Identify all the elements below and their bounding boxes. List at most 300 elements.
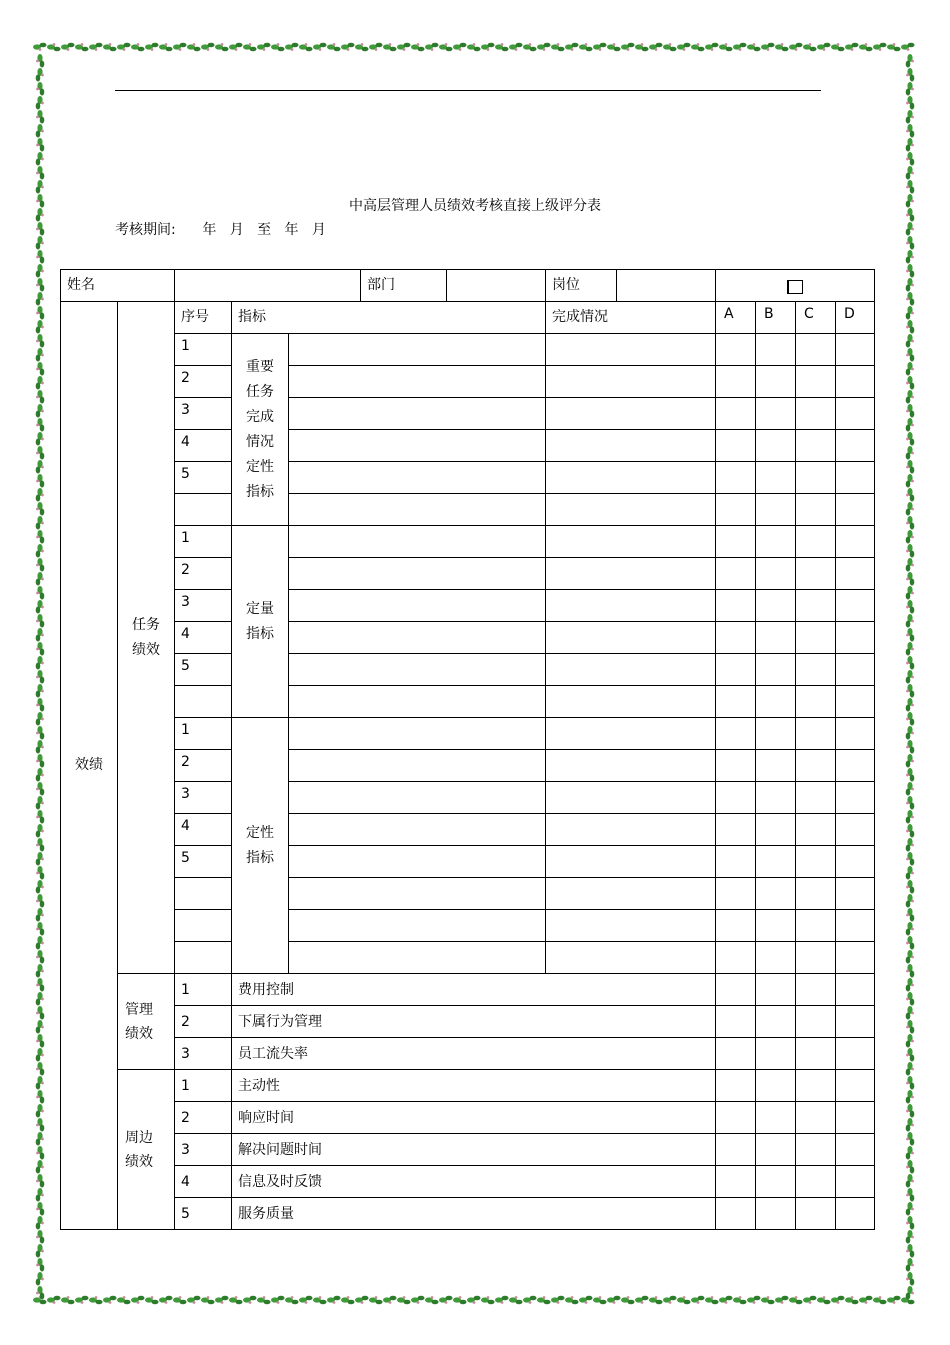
post-value-cell[interactable] bbox=[617, 270, 716, 302]
grade-c-cell[interactable] bbox=[796, 398, 836, 430]
indicator-cell[interactable] bbox=[289, 750, 546, 782]
grade-d-cell[interactable] bbox=[836, 878, 875, 910]
grade-a-cell[interactable] bbox=[716, 1038, 756, 1070]
grade-c-cell[interactable] bbox=[796, 1198, 836, 1230]
vine-leaf-icon bbox=[906, 264, 914, 278]
vine-leaf-icon bbox=[906, 698, 914, 712]
indicator-cell[interactable] bbox=[289, 654, 546, 686]
grade-c-cell[interactable] bbox=[796, 526, 836, 558]
vine-leaf-icon bbox=[36, 1118, 44, 1132]
vine-leaf-icon bbox=[36, 1202, 44, 1216]
vine-leaf-icon bbox=[906, 684, 914, 698]
vine-leaf-icon bbox=[906, 96, 914, 110]
grade-c-cell[interactable] bbox=[796, 750, 836, 782]
vine-leaf-icon bbox=[621, 1296, 635, 1304]
grade-c-cell[interactable] bbox=[796, 590, 836, 622]
grade-c-cell[interactable] bbox=[796, 494, 836, 526]
vine-leaf-icon bbox=[906, 908, 914, 922]
vine-leaf-icon bbox=[677, 1296, 691, 1304]
task-group-2-label bbox=[232, 526, 289, 718]
grade-a-cell[interactable] bbox=[716, 590, 756, 622]
vine-leaf-icon bbox=[817, 43, 831, 51]
vine-leaf-icon bbox=[341, 1296, 355, 1304]
vine-leaf-icon bbox=[36, 96, 44, 110]
grade-d-cell[interactable] bbox=[836, 558, 875, 590]
indicator-cell[interactable] bbox=[289, 526, 546, 558]
vine-leaf-icon bbox=[36, 152, 44, 166]
vine-leaf-icon bbox=[906, 152, 914, 166]
grade-d-cell[interactable] bbox=[836, 430, 875, 462]
grade-d-cell[interactable] bbox=[836, 846, 875, 878]
grade-a-cell[interactable] bbox=[716, 1102, 756, 1134]
vine-leaf-icon bbox=[719, 43, 733, 51]
grade-d-cell[interactable] bbox=[836, 1166, 875, 1198]
vine-leaf-icon bbox=[565, 1296, 579, 1304]
seq-cell: 3 bbox=[175, 782, 232, 814]
vine-leaf-icon bbox=[906, 992, 914, 1006]
vine-leaf-icon bbox=[906, 1258, 914, 1272]
grade-a-cell[interactable] bbox=[716, 430, 756, 462]
vine-leaf-icon bbox=[36, 572, 44, 586]
grade-c-cell[interactable] bbox=[796, 622, 836, 654]
grade-b-cell[interactable] bbox=[756, 334, 796, 366]
grade-c-cell[interactable] bbox=[796, 1038, 836, 1070]
grade-c-cell[interactable] bbox=[796, 782, 836, 814]
grade-d-cell[interactable] bbox=[836, 1006, 875, 1038]
vine-leaf-icon bbox=[36, 348, 44, 362]
seq-cell: 2 bbox=[175, 1102, 232, 1134]
grade-c-cell[interactable] bbox=[796, 462, 836, 494]
indicator-header: 指标 bbox=[232, 302, 546, 334]
vine-leaf-icon bbox=[187, 43, 201, 51]
vine-leaf-icon bbox=[906, 446, 914, 460]
square-outline-icon[interactable] bbox=[787, 280, 803, 294]
completion-cell[interactable] bbox=[546, 910, 716, 942]
grade-c-cell[interactable] bbox=[796, 1166, 836, 1198]
vine-leaf-icon bbox=[355, 1296, 369, 1304]
grade-c-cell[interactable] bbox=[796, 942, 836, 974]
grade-d-cell[interactable] bbox=[836, 366, 875, 398]
grade-c-cell[interactable] bbox=[796, 430, 836, 462]
checkbox-cell bbox=[716, 270, 875, 302]
indicator-cell[interactable] bbox=[289, 622, 546, 654]
grade-c-cell[interactable] bbox=[796, 334, 836, 366]
grade-b-cell[interactable] bbox=[756, 1166, 796, 1198]
grade-c-cell[interactable] bbox=[796, 654, 836, 686]
indicator-cell[interactable] bbox=[289, 718, 546, 750]
peri-row bbox=[61, 1102, 875, 1134]
grade-b-cell[interactable] bbox=[756, 462, 796, 494]
vine-leaf-icon bbox=[859, 43, 873, 51]
completion-cell[interactable] bbox=[546, 494, 716, 526]
grade-a-cell[interactable] bbox=[716, 846, 756, 878]
grade-b-cell[interactable] bbox=[756, 1006, 796, 1038]
vine-leaf-icon bbox=[775, 43, 789, 51]
grade-c-cell[interactable] bbox=[796, 1134, 836, 1166]
vine-leaf-icon bbox=[691, 1296, 705, 1304]
seq-cell bbox=[175, 942, 232, 974]
grade-b-cell[interactable] bbox=[756, 654, 796, 686]
seq-cell bbox=[175, 910, 232, 942]
task-row bbox=[61, 750, 875, 782]
vine-leaf-icon bbox=[906, 292, 914, 306]
vine-leaf-icon bbox=[425, 1296, 439, 1304]
indicator-cell[interactable] bbox=[289, 782, 546, 814]
grade-d-cell[interactable] bbox=[836, 910, 875, 942]
vine-leaf-icon bbox=[117, 1296, 131, 1304]
completion-cell[interactable] bbox=[546, 366, 716, 398]
vine-leaf-icon bbox=[75, 1296, 89, 1304]
grade-a-cell[interactable] bbox=[716, 334, 756, 366]
vine-leaf-icon bbox=[89, 1296, 103, 1304]
indicator-cell[interactable] bbox=[289, 846, 546, 878]
indicator-cell[interactable] bbox=[289, 398, 546, 430]
task-row bbox=[61, 590, 875, 622]
grade-b-cell[interactable] bbox=[756, 846, 796, 878]
vine-leaf-icon bbox=[906, 1272, 914, 1286]
grade-d-cell[interactable] bbox=[836, 974, 875, 1006]
assessment-period bbox=[115, 219, 326, 239]
vine-leaf-icon bbox=[36, 1034, 44, 1048]
vine-leaf-icon bbox=[383, 1296, 397, 1304]
grade-d-cell[interactable] bbox=[836, 782, 875, 814]
grade-c-cell[interactable] bbox=[796, 974, 836, 1006]
grade-b-cell[interactable] bbox=[756, 1102, 796, 1134]
grade-d-cell[interactable] bbox=[836, 1134, 875, 1166]
vine-leaf-icon bbox=[775, 1296, 789, 1304]
period-to: 至 bbox=[257, 222, 272, 238]
vine-leaf-icon bbox=[906, 544, 914, 558]
completion-cell[interactable] bbox=[546, 782, 716, 814]
grade-a-cell[interactable] bbox=[716, 750, 756, 782]
grade-a-cell[interactable] bbox=[716, 878, 756, 910]
grade-a-cell[interactable] bbox=[716, 686, 756, 718]
indicator-cell[interactable] bbox=[289, 558, 546, 590]
grade-b-cell[interactable] bbox=[756, 526, 796, 558]
grade-a-cell[interactable] bbox=[716, 718, 756, 750]
period-month-start: 月 bbox=[229, 222, 244, 238]
grade-a-cell[interactable] bbox=[716, 462, 756, 494]
vine-leaf-icon bbox=[215, 43, 229, 51]
grade-a-cell[interactable] bbox=[716, 1166, 756, 1198]
vine-leaf-icon bbox=[369, 1296, 383, 1304]
vine-leaf-icon bbox=[36, 740, 44, 754]
grade-a-cell[interactable] bbox=[716, 942, 756, 974]
indicator-cell[interactable] bbox=[289, 334, 546, 366]
vine-leaf-icon bbox=[906, 418, 914, 432]
vine-leaf-icon bbox=[873, 43, 887, 51]
indicator-cell[interactable] bbox=[289, 366, 546, 398]
vine-leaf-icon bbox=[906, 488, 914, 502]
grade-b-cell[interactable] bbox=[756, 1070, 796, 1102]
vine-leaf-icon bbox=[36, 880, 44, 894]
grade-a-cell[interactable] bbox=[716, 1006, 756, 1038]
peri-label-1: 周边 bbox=[125, 1129, 153, 1146]
vine-leaf-icon bbox=[906, 1020, 914, 1034]
vine-leaf-icon bbox=[467, 43, 481, 51]
vine-leaf-icon bbox=[36, 936, 44, 950]
indicator-cell[interactable] bbox=[289, 814, 546, 846]
vine-leaf-icon bbox=[906, 656, 914, 670]
completion-cell[interactable] bbox=[546, 590, 716, 622]
completion-cell[interactable] bbox=[546, 558, 716, 590]
task-group-label-line: 指标 bbox=[246, 483, 274, 500]
indicator-cell[interactable] bbox=[289, 686, 546, 718]
vine-leaf-icon bbox=[36, 82, 44, 96]
vine-leaf-icon bbox=[36, 320, 44, 334]
completion-cell[interactable] bbox=[546, 686, 716, 718]
vine-leaf-icon bbox=[36, 586, 44, 600]
seq-cell: 2 bbox=[175, 750, 232, 782]
section-management bbox=[118, 974, 175, 1070]
grade-b-cell[interactable] bbox=[756, 1198, 796, 1230]
completion-cell[interactable] bbox=[546, 878, 716, 910]
grade-b-cell[interactable] bbox=[756, 878, 796, 910]
grade-c-cell[interactable] bbox=[796, 814, 836, 846]
vine-leaf-icon bbox=[36, 488, 44, 502]
indicator-cell[interactable] bbox=[289, 494, 546, 526]
vine-leaf-icon bbox=[509, 1296, 523, 1304]
vine-leaf-icon bbox=[906, 432, 914, 446]
vine-leaf-icon bbox=[831, 43, 845, 51]
vine-leaf-icon bbox=[327, 1296, 341, 1304]
grade-a-cell[interactable] bbox=[716, 398, 756, 430]
task-row bbox=[61, 654, 875, 686]
task-group-label-line: 定量 bbox=[246, 600, 274, 617]
grade-b-cell[interactable] bbox=[756, 942, 796, 974]
completion-cell[interactable] bbox=[546, 750, 716, 782]
vine-leaf-icon bbox=[906, 1244, 914, 1258]
task-row bbox=[61, 718, 875, 750]
grade-d-cell[interactable] bbox=[836, 622, 875, 654]
vine-leaf-icon bbox=[906, 1048, 914, 1062]
vine-leaf-icon bbox=[36, 418, 44, 432]
grade-d-cell[interactable] bbox=[836, 590, 875, 622]
completion-cell[interactable] bbox=[546, 398, 716, 430]
vine-leaf-icon bbox=[803, 43, 817, 51]
grade-d-cell[interactable] bbox=[836, 1038, 875, 1070]
vine-leaf-icon bbox=[36, 768, 44, 782]
grade-d-cell[interactable] bbox=[836, 526, 875, 558]
column-header-row bbox=[61, 302, 875, 334]
completion-cell[interactable] bbox=[546, 814, 716, 846]
vine-leaf-icon bbox=[906, 530, 914, 544]
seq-cell: 1 bbox=[175, 974, 232, 1006]
peri-row bbox=[61, 1134, 875, 1166]
vine-leaf-icon bbox=[906, 628, 914, 642]
vine-leaf-icon bbox=[36, 712, 44, 726]
indicator-cell[interactable] bbox=[289, 942, 546, 974]
grade-b-cell[interactable] bbox=[756, 590, 796, 622]
vine-leaf-icon bbox=[906, 404, 914, 418]
vine-leaf-icon bbox=[215, 1296, 229, 1304]
vine-leaf-icon bbox=[117, 43, 131, 51]
indicator-cell[interactable] bbox=[289, 878, 546, 910]
vine-leaf-icon bbox=[173, 1296, 187, 1304]
dept-value-cell[interactable] bbox=[447, 270, 546, 302]
indicator-cell[interactable] bbox=[289, 590, 546, 622]
grade-d-cell[interactable] bbox=[836, 686, 875, 718]
grade-a-cell[interactable] bbox=[716, 558, 756, 590]
grade-d-cell[interactable] bbox=[836, 718, 875, 750]
vine-leaf-icon bbox=[36, 642, 44, 656]
grade-d-cell[interactable] bbox=[836, 654, 875, 686]
completion-cell[interactable] bbox=[546, 526, 716, 558]
grade-b-cell[interactable] bbox=[756, 430, 796, 462]
completion-cell[interactable] bbox=[546, 846, 716, 878]
vine-leaf-icon bbox=[906, 1160, 914, 1174]
vine-leaf-icon bbox=[36, 264, 44, 278]
period-year-start: 年 bbox=[202, 222, 217, 238]
vine-leaf-icon bbox=[47, 1296, 61, 1304]
vine-leaf-icon bbox=[36, 1104, 44, 1118]
grade-d-cell[interactable] bbox=[836, 398, 875, 430]
grade-c-header: C bbox=[796, 302, 836, 334]
grade-a-cell[interactable] bbox=[716, 526, 756, 558]
grade-c-cell[interactable] bbox=[796, 910, 836, 942]
completion-header: 完成情况 bbox=[546, 302, 716, 334]
completion-cell[interactable] bbox=[546, 718, 716, 750]
grade-d-cell[interactable] bbox=[836, 750, 875, 782]
seq-cell: 3 bbox=[175, 1038, 232, 1070]
grade-b-cell[interactable] bbox=[756, 1134, 796, 1166]
task-group-3-label bbox=[232, 718, 289, 974]
vine-leaf-icon bbox=[383, 43, 397, 51]
vine-leaf-icon bbox=[593, 1296, 607, 1304]
task-row bbox=[61, 686, 875, 718]
vine-leaf-icon bbox=[453, 43, 467, 51]
vine-leaf-icon bbox=[36, 1174, 44, 1188]
vine-leaf-icon bbox=[36, 852, 44, 866]
post-label: 岗位 bbox=[546, 270, 617, 302]
vine-leaf-icon bbox=[551, 43, 565, 51]
peri-row bbox=[61, 1198, 875, 1230]
seq-cell: 4 bbox=[175, 814, 232, 846]
vine-leaf-icon bbox=[341, 43, 355, 51]
grade-a-cell[interactable] bbox=[716, 814, 756, 846]
grade-b-cell[interactable] bbox=[756, 398, 796, 430]
grade-b-cell[interactable] bbox=[756, 558, 796, 590]
grade-a-cell[interactable] bbox=[716, 782, 756, 814]
grade-a-cell[interactable] bbox=[716, 1134, 756, 1166]
completion-cell[interactable] bbox=[546, 942, 716, 974]
grade-b-cell[interactable] bbox=[756, 1038, 796, 1070]
completion-cell[interactable] bbox=[546, 430, 716, 462]
completion-cell[interactable] bbox=[546, 622, 716, 654]
vine-leaf-icon bbox=[36, 1244, 44, 1258]
period-label: 考核期间: bbox=[115, 222, 176, 238]
vine-leaf-icon bbox=[906, 1216, 914, 1230]
grade-b-cell[interactable] bbox=[756, 750, 796, 782]
grade-d-cell[interactable] bbox=[836, 334, 875, 366]
grade-a-cell[interactable] bbox=[716, 654, 756, 686]
grade-c-cell[interactable] bbox=[796, 718, 836, 750]
grade-a-cell[interactable] bbox=[716, 622, 756, 654]
grade-b-cell[interactable] bbox=[756, 814, 796, 846]
completion-cell[interactable] bbox=[546, 654, 716, 686]
vine-leaf-icon bbox=[906, 250, 914, 264]
vine-leaf-icon bbox=[145, 1296, 159, 1304]
grade-d-cell[interactable] bbox=[836, 942, 875, 974]
vine-leaf-icon bbox=[36, 460, 44, 474]
vine-leaf-icon bbox=[906, 726, 914, 740]
vine-leaf-icon bbox=[103, 43, 117, 51]
seq-header: 序号 bbox=[175, 302, 232, 334]
grade-a-cell[interactable] bbox=[716, 494, 756, 526]
vine-leaf-icon bbox=[47, 43, 61, 51]
grade-c-cell[interactable] bbox=[796, 878, 836, 910]
grade-b-cell[interactable] bbox=[756, 718, 796, 750]
grade-b-cell[interactable] bbox=[756, 686, 796, 718]
seq-cell: 4 bbox=[175, 430, 232, 462]
indicator-cell[interactable] bbox=[289, 430, 546, 462]
completion-cell[interactable] bbox=[546, 462, 716, 494]
vine-leaf-icon bbox=[36, 376, 44, 390]
vine-leaf-icon bbox=[906, 1006, 914, 1020]
grade-d-cell[interactable] bbox=[836, 1102, 875, 1134]
grade-b-cell[interactable] bbox=[756, 622, 796, 654]
grade-d-cell[interactable] bbox=[836, 462, 875, 494]
vine-leaf-icon bbox=[906, 82, 914, 96]
peri-row bbox=[61, 1070, 875, 1102]
vine-leaf-icon bbox=[906, 1188, 914, 1202]
grade-c-cell[interactable] bbox=[796, 558, 836, 590]
period-month-end: 月 bbox=[311, 222, 326, 238]
grade-a-cell[interactable] bbox=[716, 974, 756, 1006]
grade-c-cell[interactable] bbox=[796, 846, 836, 878]
seq-cell bbox=[175, 686, 232, 718]
vine-leaf-icon bbox=[369, 43, 383, 51]
grade-c-cell[interactable] bbox=[796, 1006, 836, 1038]
vine-leaf-icon bbox=[906, 334, 914, 348]
name-value-cell[interactable] bbox=[175, 270, 361, 302]
vine-leaf-icon bbox=[36, 1048, 44, 1062]
grade-b-cell[interactable] bbox=[756, 366, 796, 398]
task-row bbox=[61, 846, 875, 878]
header-rule bbox=[115, 90, 821, 91]
indicator-cell[interactable] bbox=[289, 910, 546, 942]
grade-d-cell[interactable] bbox=[836, 814, 875, 846]
grade-b-cell[interactable] bbox=[756, 494, 796, 526]
grade-c-cell[interactable] bbox=[796, 1070, 836, 1102]
vine-leaf-icon bbox=[906, 166, 914, 180]
grade-d-cell[interactable] bbox=[836, 1070, 875, 1102]
vine-leaf-icon bbox=[36, 502, 44, 516]
grade-b-cell[interactable] bbox=[756, 974, 796, 1006]
vine-leaf-icon bbox=[481, 43, 495, 51]
completion-cell[interactable] bbox=[546, 334, 716, 366]
grade-d-cell[interactable] bbox=[836, 494, 875, 526]
grade-c-cell[interactable] bbox=[796, 686, 836, 718]
peri-label-2: 绩效 bbox=[125, 1153, 153, 1170]
grade-d-cell[interactable] bbox=[836, 1198, 875, 1230]
vine-leaf-icon bbox=[36, 138, 44, 152]
grade-a-cell[interactable] bbox=[716, 910, 756, 942]
grade-c-cell[interactable] bbox=[796, 366, 836, 398]
task-group-label-line: 重要 bbox=[246, 358, 274, 375]
indicator-cell[interactable] bbox=[289, 462, 546, 494]
mgmt-item-text: 下属行为管理 bbox=[232, 1006, 716, 1038]
vine-leaf-icon bbox=[537, 43, 551, 51]
vine-leaf-icon bbox=[229, 1296, 243, 1304]
grade-a-cell[interactable] bbox=[716, 1070, 756, 1102]
grade-b-cell[interactable] bbox=[756, 782, 796, 814]
grade-a-cell[interactable] bbox=[716, 1198, 756, 1230]
grade-c-cell[interactable] bbox=[796, 1102, 836, 1134]
vine-leaf-icon bbox=[173, 43, 187, 51]
grade-b-cell[interactable] bbox=[756, 910, 796, 942]
grade-a-cell[interactable] bbox=[716, 366, 756, 398]
